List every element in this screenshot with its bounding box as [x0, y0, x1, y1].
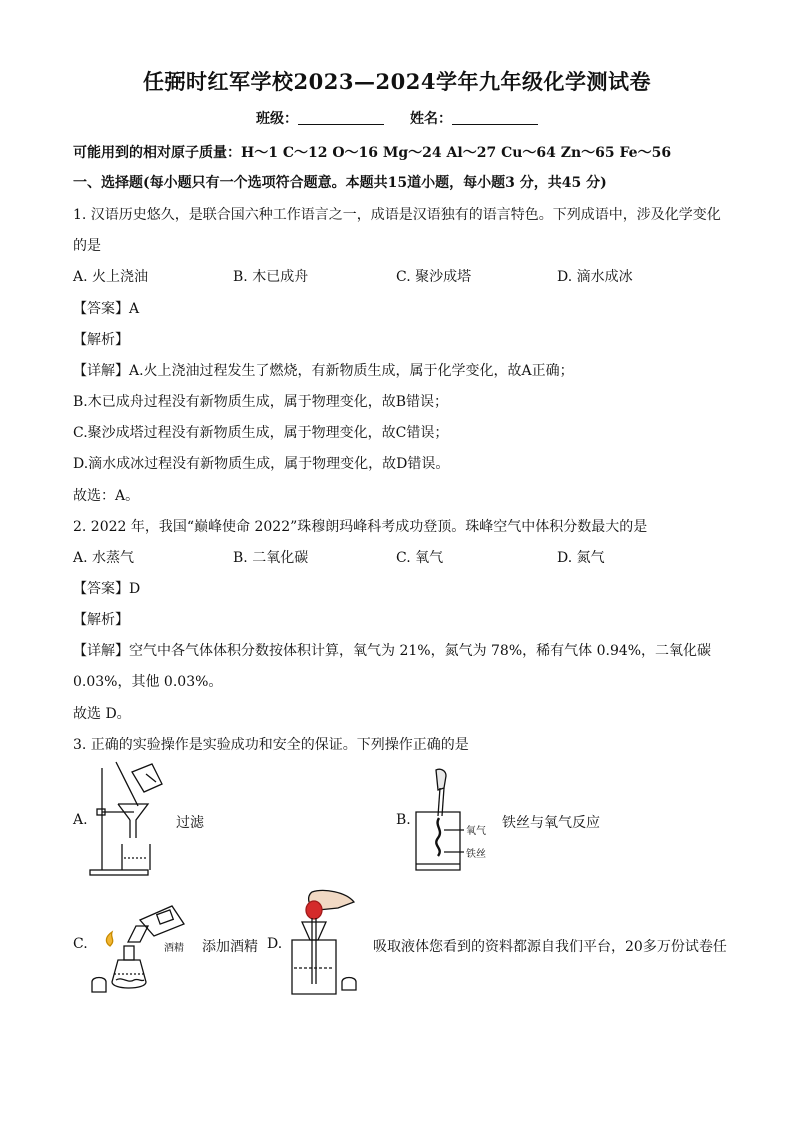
name-blank [452, 110, 538, 125]
filtration-figure [88, 760, 168, 878]
q3-option-b-letter: B. [396, 812, 411, 828]
q3-option-a-letter: A. [73, 812, 88, 828]
q3-option-c-letter: C. [73, 936, 88, 952]
alcohol-label: 酒精 [164, 943, 184, 954]
q3-option-b-caption: 铁丝与氧气反应 [502, 815, 600, 831]
q2-analysis: 【解析】 [73, 612, 129, 628]
q2-conclusion: 故选 D。 [73, 706, 131, 722]
oxygen-label: 氧气 [466, 826, 486, 837]
q3-option-d-letter: D. [267, 936, 283, 952]
q2-answer: 【答案】D [73, 581, 141, 597]
q3-stem: 3. 正确的实验操作是实验成功和安全的保证。下列操作正确的是 [73, 737, 469, 753]
q1-answer: 【答案】A [73, 301, 140, 317]
q1-detail-4: D.滴水成冰过程没有新物质生成，属于物理变化，故D错误。 [73, 456, 450, 472]
q2-detail-2: 0.03%，其他 0.03%。 [73, 674, 223, 690]
q1-option-a: A. 火上浇油 [73, 269, 149, 285]
q1-stem-line-2: 的是 [73, 238, 101, 254]
q3-option-d-caption: 吸取液体您看到的资料都源自我们平台，20多万份试卷任 [373, 939, 727, 955]
q2-option-b: B. 二氧化碳 [233, 550, 309, 566]
q1-stem-line-1: 1. 汉语历史悠久，是联合国六种工作语言之一，成语是汉语独有的语言特色。下列成语中，涉及化学变化 [73, 207, 721, 223]
class-blank [298, 110, 384, 125]
q1-option-b: B. 木已成舟 [233, 269, 309, 285]
section-heading: 一、选择题(每小题只有一个选项符合题意。本题共15道小题，每小题3 分，共45 分) [73, 175, 607, 191]
dropper-figure [284, 888, 362, 1000]
page-title: 任弼时红军学校2023—2024学年九年级化学测试卷 [143, 69, 651, 94]
q1-detail-1: 【详解】A.火上浇油过程发生了燃烧，有新物质生成，属于化学变化，故A正确； [73, 363, 574, 379]
q1-option-d: D. 滴水成冰 [557, 269, 633, 285]
q2-stem: 2. 2022 年，我国“巅峰使命 2022”珠穆朗玛峰科考成功登顶。珠峰空气中体积分数最大的是 [73, 519, 648, 535]
class-name-line [0, 108, 794, 128]
name-label: 姓名： [410, 111, 452, 127]
q1-option-c: C. 聚沙成塔 [396, 269, 472, 285]
iron-wire-label: 铁丝 [466, 849, 486, 860]
q1-detail-3: C.聚沙成塔过程没有新物质生成，属于物理变化，故C错误； [73, 425, 449, 441]
q2-detail-1: 【详解】空气中各气体体积分数按体积计算，氧气为 21%，氮气为 78%，稀有气体 0.94%，二氧化碳 [73, 643, 712, 659]
q1-conclusion: 故选：A。 [73, 488, 140, 504]
class-label: 班级： [256, 111, 298, 127]
atomic-mass-line: 可能用到的相对原子质量：H～1 C～12 O～16 Mg～24 Al～27 Cu～64 Zn～65 Fe～56 [73, 145, 672, 161]
q2-option-d: D. 氮气 [557, 550, 605, 566]
q2-option-a: A. 水蒸气 [73, 550, 135, 566]
q3-option-a-caption: 过滤 [176, 815, 204, 831]
q1-analysis: 【解析】 [73, 332, 129, 348]
q1-detail-2: B.木已成舟过程没有新物质生成，属于物理变化，故B错误； [73, 394, 449, 410]
q2-option-c: C. 氧气 [396, 550, 444, 566]
q3-option-c-caption: 添加酒精 [202, 939, 258, 955]
